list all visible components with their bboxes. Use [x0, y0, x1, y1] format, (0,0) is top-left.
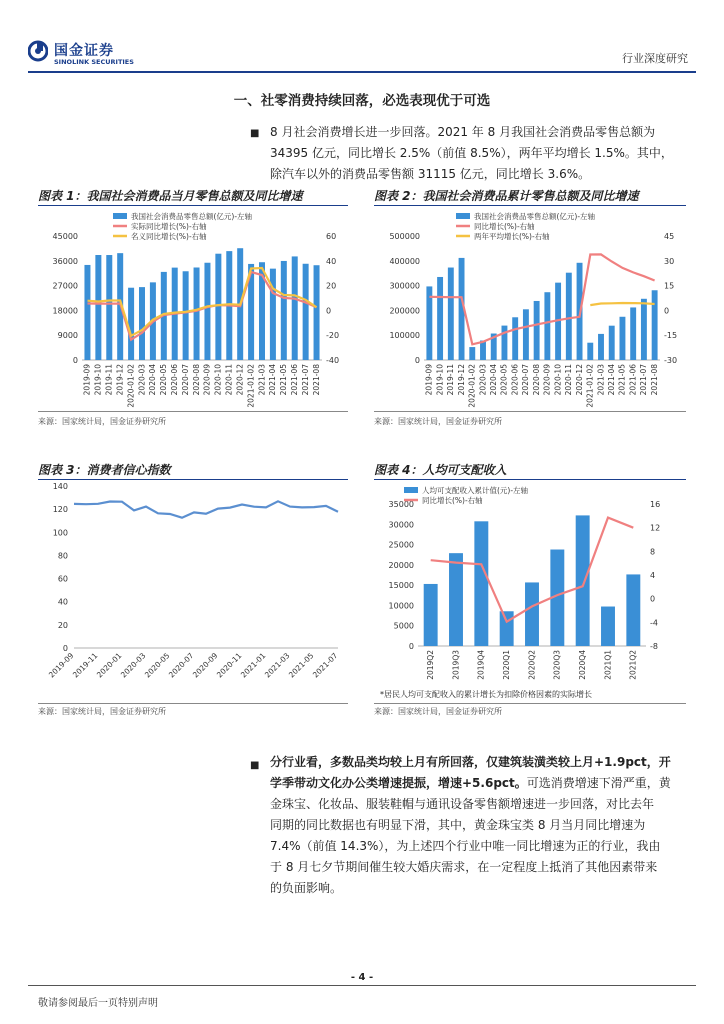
x-tick-label: 2020-01: [94, 651, 124, 680]
y-tick-label: 60: [57, 574, 68, 584]
page-header: [0, 0, 724, 70]
x-tick-label: 2021-04: [268, 364, 278, 396]
chart-1-source: 来源：国家统计局，国金证券研究所: [38, 417, 166, 426]
bar: [215, 254, 221, 360]
chart-3-title: 图表 3：消费者信心指数: [38, 463, 171, 477]
x-tick-label: 2021-03: [262, 651, 292, 680]
x-tick-label: 2021-05: [617, 364, 627, 396]
x-tick-label: 2020-11: [564, 364, 574, 396]
x-tick-label: 2020-12: [235, 364, 245, 396]
bar: [128, 288, 134, 360]
y2-tick-label: 15: [664, 281, 675, 291]
bar: [587, 343, 593, 360]
legend-swatch: [404, 487, 418, 493]
y-tick-label: 0: [408, 642, 414, 651]
y-tick-label: 40: [57, 597, 68, 607]
paragraph-line: 8 月社会消费增长进一步回落。2021 年 8 月我国社会消费品零售总额为: [270, 125, 656, 139]
y2-tick-label: -30: [664, 356, 678, 365]
bar: [183, 271, 189, 360]
y-tick-label: 100000: [389, 331, 420, 341]
x-tick-label: 2021-01: [238, 651, 268, 680]
x-tick-label: 2021-06: [289, 364, 299, 396]
y-tick-label: 100: [52, 528, 68, 538]
y2-tick-label: 60: [326, 232, 337, 241]
x-tick-label: 2020-11: [214, 651, 244, 680]
x-tick-label: 2020-10: [553, 364, 563, 396]
chart-2: [374, 206, 688, 410]
x-tick-label: 2019-10: [93, 364, 103, 396]
y2-tick-label: 12: [650, 523, 661, 533]
x-tick-label: 2020-09: [202, 364, 212, 396]
x-tick-label: 2021-08: [649, 364, 659, 396]
bar: [630, 307, 636, 360]
bar: [576, 515, 590, 646]
x-tick-label: 2020-06: [510, 364, 520, 396]
legend-label: 名义同比增长(%)-右轴: [131, 232, 207, 241]
series-line: [74, 501, 338, 517]
x-tick-label: 2020-07: [180, 364, 190, 396]
paragraph-1: [270, 122, 690, 185]
legend-swatch: [456, 213, 470, 219]
x-tick-label: 2019-09: [46, 651, 76, 680]
chart-4: [374, 480, 688, 686]
chart-1: [38, 206, 350, 410]
x-tick-label: 2021-07: [310, 651, 340, 680]
x-tick-label: 2021-05: [286, 651, 316, 680]
x-tick-label: 2020-09: [542, 364, 552, 396]
bar: [601, 607, 615, 646]
bar: [480, 341, 486, 360]
x-tick-label: 2020-05: [142, 651, 172, 680]
legend-label: 实际同比增长(%)-右轴: [131, 222, 207, 231]
bar: [598, 334, 604, 360]
x-tick-label: 2019-11: [446, 364, 456, 396]
y-tick-label: 15000: [388, 581, 414, 591]
paragraph-line: [270, 752, 690, 773]
x-tick-label: 2021-05: [279, 364, 289, 396]
y-tick-label: 35000: [388, 500, 414, 509]
y2-tick-label: 4: [650, 571, 656, 580]
chart-2-bottom-rule: [374, 411, 686, 412]
y-tick-label: 5000: [393, 621, 414, 631]
bar: [449, 553, 463, 646]
x-tick-label: 2019Q4: [476, 650, 486, 680]
bar: [424, 584, 438, 646]
paragraph-line: 7.4%（前值 14.3%），为上述四个行业中唯一同比增速为正的行业，我由: [270, 839, 661, 853]
legend-label: 同比增长(%)-右轴: [474, 222, 535, 231]
x-tick-label: 2021-01-02: [585, 364, 595, 408]
bar: [626, 574, 640, 646]
x-tick-label: 2020-06: [169, 364, 179, 396]
bar: [437, 277, 443, 360]
bar: [500, 611, 514, 646]
x-tick-label: 2020-03: [478, 364, 488, 396]
x-tick-label: 2020Q4: [577, 650, 587, 680]
x-tick-label: 2021-08: [311, 364, 321, 396]
paragraph-line: 的负面影响。: [270, 881, 343, 895]
bar: [512, 317, 518, 360]
x-tick-label: 2021-03: [257, 364, 267, 396]
x-tick-label: 2020-08: [191, 364, 201, 396]
x-tick-label: 2020-05: [499, 364, 509, 396]
chart-3: [38, 480, 350, 702]
y2-tick-label: 45: [664, 232, 675, 241]
brand-logo-icon: [28, 40, 48, 62]
paragraph-line: 除汽车以外的消费品零售额 31115 亿元，同比增长 3.6%。: [270, 167, 591, 181]
x-tick-label: 2020-01-02: [467, 364, 477, 408]
y-tick-label: 45000: [52, 232, 78, 241]
chart-4-title: 图表 4：人均可支配收入: [374, 463, 507, 477]
bar: [641, 299, 647, 360]
legend-label: 两年平均增长(%)-右轴: [474, 232, 550, 241]
x-tick-label: 2019-11: [70, 651, 100, 680]
x-tick-label: 2021Q1: [603, 650, 613, 680]
legend-label: 我国社会消费品零售总额(亿元)-左轴: [131, 212, 253, 221]
y-tick-label: 80: [57, 551, 68, 561]
bar: [534, 301, 540, 360]
chart-3-source: 来源：国家统计局，国金证券研究所: [38, 707, 166, 716]
paragraph-line: 34395 亿元，同比增长 2.5%（前值 8.5%），两年平均增长 1.5%。其中，: [270, 146, 673, 160]
y2-tick-label: 16: [650, 500, 661, 509]
x-tick-label: 2021-06: [628, 364, 638, 396]
x-tick-label: 2020-04: [148, 364, 158, 396]
bar: [139, 287, 145, 360]
x-tick-label: 2020Q2: [527, 650, 537, 680]
bar: [652, 290, 658, 360]
logo-chinese-name: 国金证券: [54, 43, 114, 59]
chart-4-bottom-rule: [374, 703, 686, 704]
x-tick-label: 2019-10: [435, 364, 445, 396]
bar: [469, 347, 475, 360]
y-tick-label: 200000: [389, 306, 420, 316]
x-tick-label: 2021-01-02: [246, 364, 256, 408]
x-tick-label: 2020Q1: [501, 650, 511, 680]
y-tick-label: 0: [62, 644, 68, 653]
paragraph-bold-text: 分行业看，多数品类均较上月有所回落，仅建筑装潢类较上月+1.9pct，开: [270, 755, 671, 769]
report-type: 行业深度研究: [622, 52, 688, 65]
y-tick-label: 140: [52, 482, 68, 491]
bar: [303, 264, 309, 360]
bar: [502, 326, 508, 360]
x-tick-label: 2020-03: [137, 364, 147, 396]
y-tick-label: 0: [414, 356, 420, 365]
y-tick-label: 20: [57, 620, 68, 630]
x-tick-label: 2020Q3: [552, 650, 562, 680]
x-tick-label: 2020-12: [574, 364, 584, 396]
y-tick-label: 25000: [388, 540, 414, 550]
y2-tick-label: 0: [664, 306, 670, 316]
bar: [204, 263, 210, 360]
bullet-icon: ■: [250, 128, 260, 139]
x-tick-label: 2021-04: [606, 364, 616, 396]
x-tick-label: 2020-05: [159, 364, 169, 396]
legend-label: 我国社会消费品零售总额(亿元)-左轴: [474, 212, 596, 221]
disclaimer-note: 敬请参阅最后一页特别声明: [38, 998, 158, 1009]
y-tick-label: 9000: [57, 331, 78, 341]
y2-tick-label: -20: [326, 331, 340, 341]
chart-4-source: 来源：国家统计局，国金证券研究所: [374, 707, 502, 716]
x-tick-label: 2019-11: [104, 364, 114, 396]
paragraph-2: [270, 752, 690, 899]
y2-tick-label: 0: [650, 594, 656, 604]
legend-label: 同比增长(%)-右轴: [422, 496, 483, 505]
bar: [194, 267, 200, 360]
y-tick-label: 10000: [388, 601, 414, 611]
x-tick-label: 2019Q3: [451, 650, 461, 680]
footer-divider: [28, 985, 696, 986]
x-tick-label: 2020-11: [224, 364, 234, 396]
chart-1-bottom-rule: [38, 411, 348, 412]
paragraph-line: [270, 773, 690, 794]
y2-tick-label: -40: [326, 356, 340, 365]
header-divider: [28, 71, 696, 73]
x-tick-label: 2020-07: [521, 364, 531, 396]
y2-tick-label: 0: [326, 306, 332, 316]
chart-2-source: 来源：国家统计局，国金证券研究所: [374, 417, 502, 426]
bar: [525, 582, 539, 646]
y-tick-label: 18000: [52, 306, 78, 316]
legend-swatch: [113, 213, 127, 219]
y2-tick-label: -4: [650, 618, 658, 628]
y2-tick-label: 40: [326, 256, 337, 266]
bar: [314, 265, 320, 360]
y2-tick-label: -15: [664, 331, 678, 341]
bar: [84, 265, 90, 360]
bar: [292, 256, 298, 360]
bar: [95, 255, 101, 360]
y2-tick-label: 20: [326, 281, 337, 291]
bar: [106, 255, 112, 360]
bar: [620, 317, 626, 360]
bar: [609, 326, 615, 360]
x-tick-label: 2020-07: [166, 651, 196, 680]
bar: [523, 309, 529, 360]
paragraph-line: 金珠宝、化妆品、服装鞋帽与通讯设备零售额增速进一步回落，对比去年: [270, 797, 655, 811]
x-tick-label: 2020-09: [190, 651, 220, 680]
y-tick-label: 120: [52, 505, 68, 515]
chart-2-title: 图表 2：我国社会消费品累计零售总额及同比增速: [374, 189, 639, 203]
y-tick-label: 27000: [52, 281, 78, 291]
bar: [474, 521, 488, 646]
bar: [448, 268, 454, 360]
paragraph-text: 可选消费增速下滑严重，黄: [526, 776, 671, 790]
y2-tick-label: 30: [664, 256, 675, 266]
paragraph-line: 于 8 月七夕节期间催生较大婚庆需求，在一定程度上抵消了其他因素带来: [270, 860, 658, 874]
y-tick-label: 0: [72, 356, 78, 365]
bar: [281, 261, 287, 360]
bar: [544, 292, 550, 360]
logo-english-name: SINOLINK SECURITIES: [54, 58, 134, 66]
x-tick-label: 2021-03: [596, 364, 606, 396]
y-tick-label: 500000: [389, 232, 420, 241]
chart-4-note: *居民人均可支配收入的累计增长为扣除价格因素的实际增长: [380, 690, 592, 699]
x-tick-label: 2019Q2: [425, 650, 435, 680]
y-tick-label: 300000: [389, 281, 420, 291]
y2-tick-label: -8: [650, 642, 658, 651]
x-tick-label: 2020-01-02: [126, 364, 136, 408]
x-tick-label: 2020-10: [213, 364, 223, 396]
x-tick-label: 2021-07: [639, 364, 649, 396]
x-tick-label: 2021Q2: [628, 650, 638, 680]
x-tick-label: 2019-12: [456, 364, 466, 396]
chart-1-title: 图表 1：我国社会消费品当月零售总额及同比增速: [38, 189, 303, 203]
x-tick-label: 2021-07: [300, 364, 310, 396]
bullet-icon: ■: [250, 760, 260, 771]
y2-tick-label: 8: [650, 547, 656, 557]
paragraph-bold-text: 学季带动文化办公类增速提振，增速+5.6pct。: [270, 776, 527, 790]
x-tick-label: 2020-03: [118, 651, 148, 680]
y-tick-label: 400000: [389, 256, 420, 266]
x-tick-label: 2020-04: [488, 364, 498, 396]
chart-3-bottom-rule: [38, 703, 348, 704]
x-tick-label: 2019-12: [115, 364, 125, 396]
legend-label: 人均可支配收入累计值(元)-左轴: [422, 486, 529, 495]
page-number: - 4 -: [350, 972, 374, 983]
x-tick-label: 2019-09: [424, 364, 434, 396]
x-tick-label: 2020-08: [531, 364, 541, 396]
section-title: 一、社零消费持续回落，必选表现优于可选: [233, 93, 491, 109]
bar: [566, 273, 572, 360]
y-tick-label: 30000: [388, 520, 414, 530]
paragraph-line: 同期的同比数据也有明显下滑，其中，黄金珠宝类 8 月当月同比增速为: [270, 818, 646, 832]
y-tick-label: 20000: [388, 560, 414, 570]
y-tick-label: 36000: [52, 256, 78, 266]
x-tick-label: 2019-09: [82, 364, 92, 396]
